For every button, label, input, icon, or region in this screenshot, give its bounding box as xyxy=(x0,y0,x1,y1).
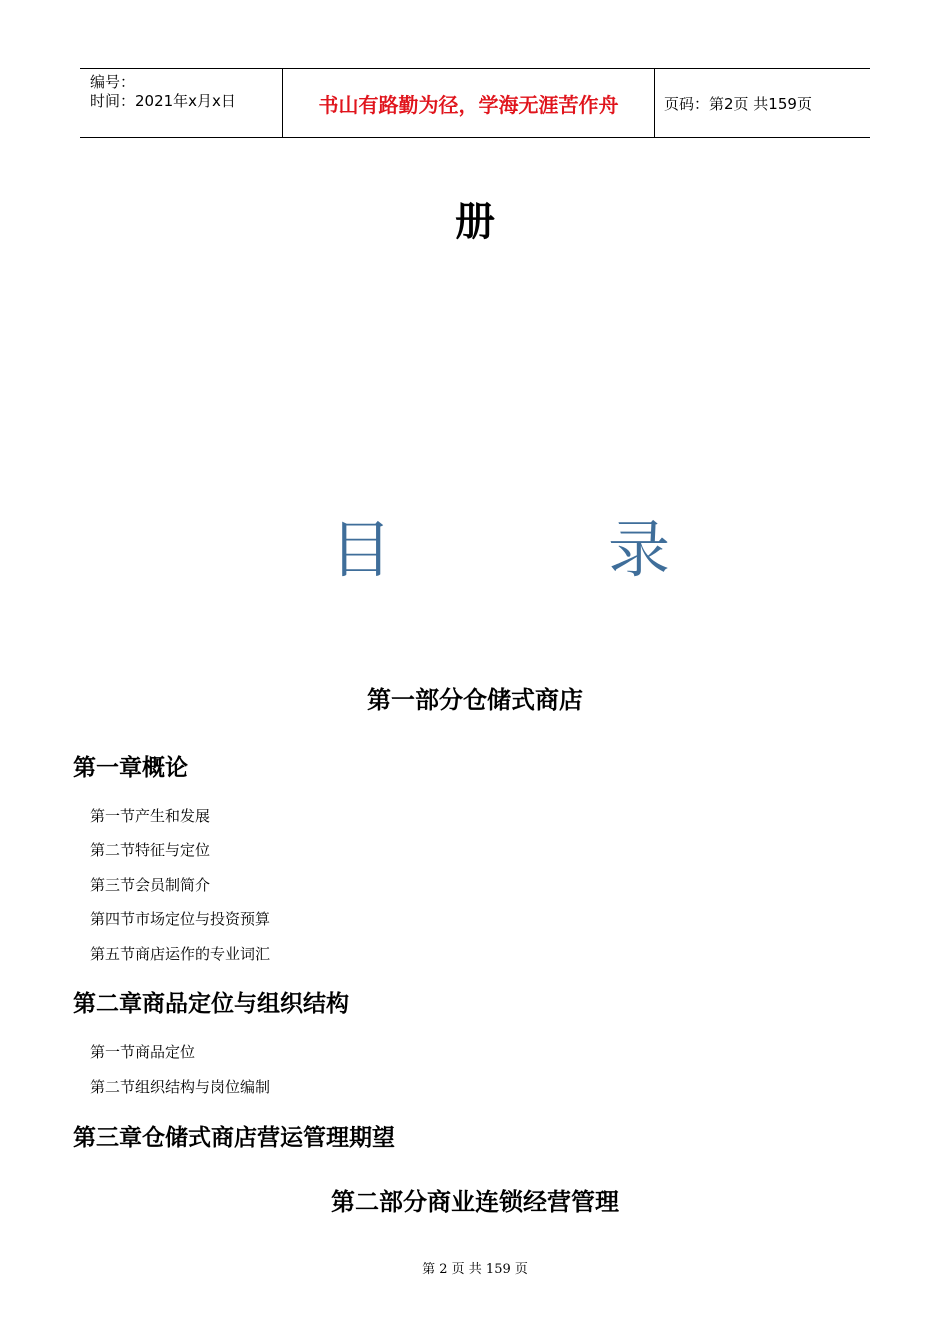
toc-title-char-1: 目 xyxy=(330,513,393,586)
header-page-info: 页码：第2页 共159页 xyxy=(664,94,812,113)
time-label: 时间：2021年x月x日 xyxy=(90,92,236,110)
toc-title xyxy=(330,510,670,590)
chapter-title: 第二章商品定位与组织结构 xyxy=(73,990,349,1017)
chapter-title: 第一章概论 xyxy=(73,754,188,781)
section-item: 第一节商品定位 xyxy=(90,1043,196,1061)
chapter-title: 第三章仓储式商店营运管理期望 xyxy=(73,1124,395,1151)
page-footer: 第 2 页 共 159 页 xyxy=(422,1262,528,1277)
header-motto: 书山有路勤为径，学海无涯苦作舟 xyxy=(282,69,655,137)
section-item: 第二节组织结构与岗位编制 xyxy=(90,1078,271,1096)
section-item: 第三节会员制简介 xyxy=(90,876,211,894)
section-item: 第四节市场定位与投资预算 xyxy=(90,910,271,928)
section-item: 第五节商店运作的专业词汇 xyxy=(90,945,271,963)
page-header xyxy=(80,68,870,138)
section-item: 第二节特征与定位 xyxy=(90,841,211,859)
part-title: 第二部分商业连锁经营管理 xyxy=(331,1187,619,1216)
section-item: 第一节产生和发展 xyxy=(90,807,211,825)
big-glyph: 册 xyxy=(455,198,495,245)
part-title: 第一部分仓储式商店 xyxy=(367,685,583,714)
header-meta xyxy=(80,69,282,137)
toc-title-char-2: 录 xyxy=(607,513,670,586)
number-label: 编号： xyxy=(90,73,136,91)
